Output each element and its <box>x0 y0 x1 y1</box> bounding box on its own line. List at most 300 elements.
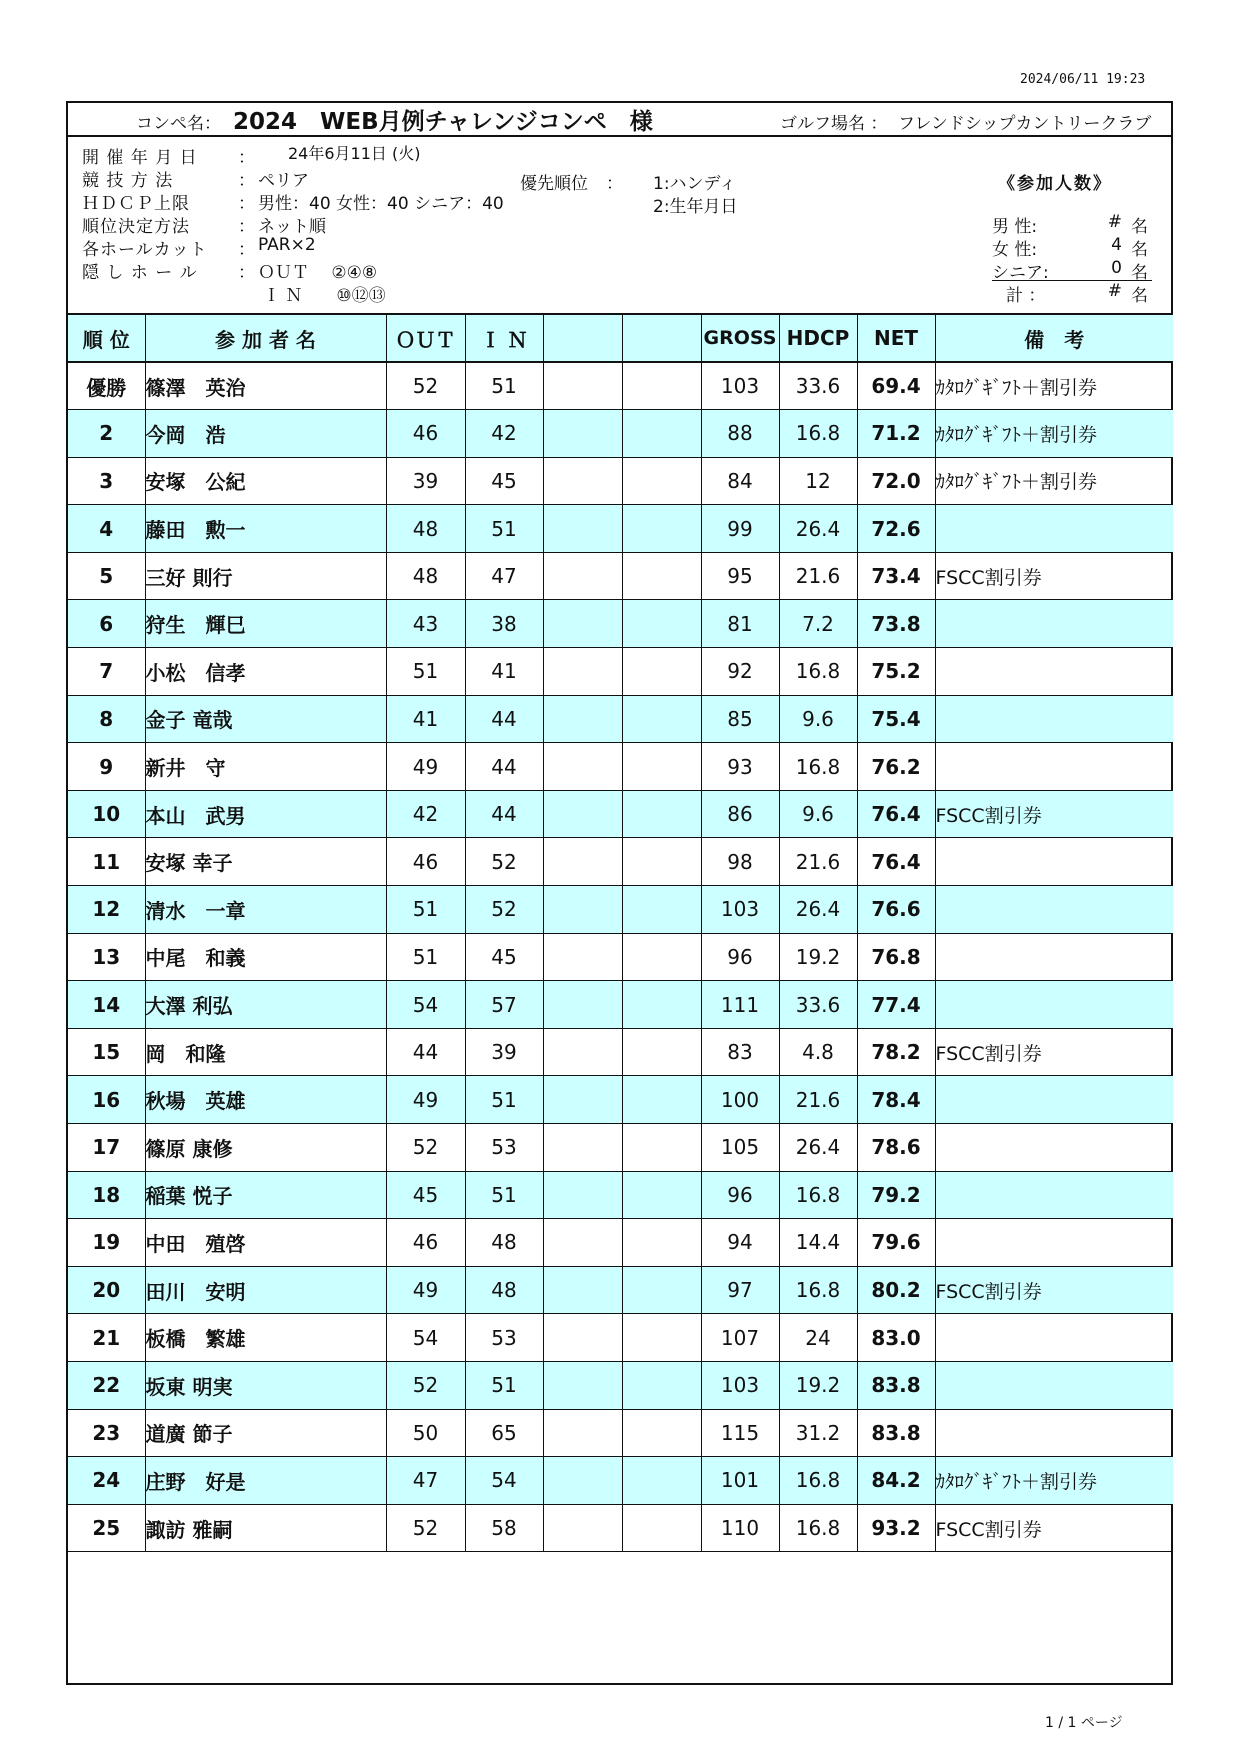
net-score: 75.2 <box>857 648 935 696</box>
out-score: 51 <box>386 933 465 981</box>
prize-note <box>935 600 1173 648</box>
table-row <box>68 648 1173 696</box>
player-name: 小松 信孝 <box>145 648 386 696</box>
player-name: 田川 安明 <box>145 1266 386 1314</box>
in-score: 53 <box>465 1314 543 1362</box>
rank-cell: 22 <box>68 1361 145 1409</box>
blank-cell <box>543 933 622 981</box>
out-score: 52 <box>386 1504 465 1552</box>
in-score: 58 <box>465 1504 543 1552</box>
competition-info <box>68 137 1171 315</box>
blank-cell <box>543 743 622 791</box>
out-score: 46 <box>386 410 465 458</box>
date-value: 24年6月11日 (火) <box>288 144 421 163</box>
rank-cell: 7 <box>68 648 145 696</box>
player-name: 坂東 明実 <box>145 1361 386 1409</box>
player-name: 中尾 和義 <box>145 933 386 981</box>
print-timestamp: 2024/06/11 19:23 <box>1020 72 1146 87</box>
player-name: 狩生 輝巳 <box>145 600 386 648</box>
blank-cell <box>622 1409 701 1457</box>
blank-cell <box>622 648 701 696</box>
comp-name: 2024 WEB月例チャレンジコンペ 様 <box>233 109 653 135</box>
gross-score: 111 <box>701 981 779 1029</box>
gross-score: 99 <box>701 505 779 553</box>
prize-note <box>935 695 1173 743</box>
table-row <box>68 1076 1173 1124</box>
senior-label: シニア: <box>992 263 1049 283</box>
male-count-row <box>992 212 1152 237</box>
out-score: 42 <box>386 790 465 838</box>
net-score: 73.4 <box>857 552 935 600</box>
hdcp-value: 16.8 <box>779 743 857 791</box>
prize-note <box>935 1171 1173 1219</box>
blank-cell <box>622 981 701 1029</box>
prize-note <box>935 1409 1173 1457</box>
blank-cell <box>622 933 701 981</box>
table-row <box>68 600 1173 648</box>
total-count: # <box>1107 281 1122 301</box>
priority-2: 2:生年月日 <box>653 197 738 217</box>
hdcp-value: 14.4 <box>779 1219 857 1267</box>
prize-note <box>935 1076 1173 1124</box>
venue-name: フレンドシップカントリークラブ <box>898 114 1152 134</box>
out-score: 41 <box>386 695 465 743</box>
table-row <box>68 552 1173 600</box>
gross-score: 81 <box>701 600 779 648</box>
hdcp-value: 26.4 <box>779 505 857 553</box>
rank-cell: 16 <box>68 1076 145 1124</box>
senior-count-row <box>992 258 1152 281</box>
hdcp-value: 31.2 <box>779 1409 857 1457</box>
in-score: 44 <box>465 743 543 791</box>
results-table <box>68 315 1173 1552</box>
blank-cell <box>543 552 622 600</box>
page-number: 1 / 1 ページ <box>1045 1715 1123 1731</box>
net-score: 93.2 <box>857 1504 935 1552</box>
gross-score: 97 <box>701 1266 779 1314</box>
hdcp-value: 21.6 <box>779 1076 857 1124</box>
table-row <box>68 1124 1173 1172</box>
blank-cell <box>543 457 622 505</box>
in-score: 41 <box>465 648 543 696</box>
net-score: 76.4 <box>857 790 935 838</box>
blank-cell <box>622 600 701 648</box>
rank-cell: 25 <box>68 1504 145 1552</box>
net-score: 77.4 <box>857 981 935 1029</box>
rank-cell: 優勝 <box>68 362 145 410</box>
player-name: 稲葉 悦子 <box>145 1171 386 1219</box>
male-label: 男 性: <box>992 217 1038 237</box>
hidden-holes-in: Ｉ Ｎ ⑩⑫⑬ <box>263 286 386 306</box>
total-count-row <box>992 281 1152 306</box>
col-name: 参 加 者 名 <box>145 315 386 362</box>
table-row <box>68 981 1173 1029</box>
out-score: 45 <box>386 1171 465 1219</box>
gross-score: 100 <box>701 1076 779 1124</box>
in-score: 51 <box>465 1171 543 1219</box>
net-score: 75.4 <box>857 695 935 743</box>
net-score: 76.4 <box>857 838 935 886</box>
player-name: 清水 一章 <box>145 886 386 934</box>
blank-cell <box>622 457 701 505</box>
in-score: 51 <box>465 1076 543 1124</box>
table-header-row <box>68 315 1173 362</box>
blank-cell <box>543 1076 622 1124</box>
player-name: 金子 竜哉 <box>145 695 386 743</box>
blank-cell <box>622 886 701 934</box>
out-score: 44 <box>386 1028 465 1076</box>
player-name: 中田 殖啓 <box>145 1219 386 1267</box>
prize-note: ｶﾀﾛｸﾞｷﾞﾌﾄ＋割引券 <box>935 410 1173 458</box>
rank-cell: 8 <box>68 695 145 743</box>
out-score: 52 <box>386 362 465 410</box>
col-rank: 順 位 <box>68 315 145 362</box>
rank-cell: 20 <box>68 1266 145 1314</box>
blank-cell <box>622 1457 701 1505</box>
blank-cell <box>543 1171 622 1219</box>
col-net: NET <box>857 315 935 362</box>
out-score: 49 <box>386 743 465 791</box>
table-row <box>68 1361 1173 1409</box>
colon: ： <box>238 148 255 168</box>
in-score: 51 <box>465 362 543 410</box>
in-score: 48 <box>465 1266 543 1314</box>
prize-note: FSCC割引券 <box>935 1266 1173 1314</box>
in-score: 52 <box>465 886 543 934</box>
player-name: 篠澤 英治 <box>145 362 386 410</box>
table-row <box>68 1504 1173 1552</box>
blank-cell <box>543 1028 622 1076</box>
out-score: 51 <box>386 886 465 934</box>
player-name: 安塚 幸子 <box>145 838 386 886</box>
net-score: 72.6 <box>857 505 935 553</box>
table-row <box>68 790 1173 838</box>
col-in: Ｉ Ｎ <box>465 315 543 362</box>
hdcp-value: 7.2 <box>779 600 857 648</box>
blank-cell <box>622 1314 701 1362</box>
gross-score: 84 <box>701 457 779 505</box>
blank-cell <box>622 1076 701 1124</box>
colon: ： <box>238 171 255 191</box>
hdcp-value: 16.8 <box>779 1504 857 1552</box>
out-score: 43 <box>386 600 465 648</box>
hdcp-value: 33.6 <box>779 362 857 410</box>
hdcp-value: 24 <box>779 1314 857 1362</box>
net-score: 76.8 <box>857 933 935 981</box>
in-score: 47 <box>465 552 543 600</box>
hdcp-value: 26.4 <box>779 886 857 934</box>
net-score: 71.2 <box>857 410 935 458</box>
blank-cell <box>543 1219 622 1267</box>
out-score: 52 <box>386 1361 465 1409</box>
blank-cell <box>543 981 622 1029</box>
gross-score: 92 <box>701 648 779 696</box>
net-score: 69.4 <box>857 362 935 410</box>
blank-cell <box>622 1171 701 1219</box>
prize-note <box>935 838 1173 886</box>
table-row <box>68 1171 1173 1219</box>
net-score: 78.4 <box>857 1076 935 1124</box>
colon: ： <box>238 217 255 237</box>
hdcp-value: 9.6 <box>779 695 857 743</box>
col-gross: GROSS <box>701 315 779 362</box>
prize-note <box>935 743 1173 791</box>
col-hdcp: HDCP <box>779 315 857 362</box>
hidden-holes-out: ＯＵＴ ②④⑧ <box>258 263 378 283</box>
net-score: 84.2 <box>857 1457 935 1505</box>
order-value: ネット順 <box>258 217 326 237</box>
player-name: 秋場 英雄 <box>145 1076 386 1124</box>
comp-label: コンペ名： <box>136 114 221 134</box>
out-score: 48 <box>386 552 465 600</box>
hdcp-value: 26.4 <box>779 1124 857 1172</box>
table-row <box>68 457 1173 505</box>
female-label: 女 性: <box>992 240 1038 260</box>
in-score: 38 <box>465 600 543 648</box>
hdcp-value: 16.8 <box>779 1266 857 1314</box>
in-score: 52 <box>465 838 543 886</box>
net-score: 79.6 <box>857 1219 935 1267</box>
unit: 名 <box>1131 286 1148 306</box>
prize-note <box>935 933 1173 981</box>
player-name: 篠原 康修 <box>145 1124 386 1172</box>
gross-score: 105 <box>701 1124 779 1172</box>
blank-cell <box>543 505 622 553</box>
prize-note: FSCC割引券 <box>935 790 1173 838</box>
gross-score: 96 <box>701 933 779 981</box>
rank-cell: 4 <box>68 505 145 553</box>
cut-value: PAR×2 <box>258 235 316 255</box>
in-score: 57 <box>465 981 543 1029</box>
out-score: 46 <box>386 1219 465 1267</box>
prize-note: ｶﾀﾛｸﾞｷﾞﾌﾄ＋割引券 <box>935 457 1173 505</box>
prize-note: FSCC割引券 <box>935 1504 1173 1552</box>
gross-score: 88 <box>701 410 779 458</box>
player-name: 板橋 繁雄 <box>145 1314 386 1362</box>
player-name: 庄野 好是 <box>145 1457 386 1505</box>
hdcp-value: 9.6 <box>779 790 857 838</box>
net-score: 83.8 <box>857 1409 935 1457</box>
total-label: 計 ： <box>1006 286 1046 306</box>
table-row <box>68 1266 1173 1314</box>
player-name: 藤田 勲一 <box>145 505 386 553</box>
gross-score: 96 <box>701 1171 779 1219</box>
hdcp-value: 男性：40 女性：40 シニア：40 <box>258 194 504 214</box>
blank-cell <box>543 362 622 410</box>
blank-cell <box>543 886 622 934</box>
female-count-row <box>992 235 1152 260</box>
male-count: # <box>1107 212 1122 232</box>
blank-cell <box>543 695 622 743</box>
gross-score: 101 <box>701 1457 779 1505</box>
hdcp-value: 33.6 <box>779 981 857 1029</box>
table-row <box>68 362 1173 410</box>
hdcp-value: 12 <box>779 457 857 505</box>
hidden-holes-label: 隠 し ホ ー ル <box>82 263 198 283</box>
gross-score: 103 <box>701 1361 779 1409</box>
net-score: 73.8 <box>857 600 935 648</box>
blank-cell <box>543 648 622 696</box>
blank-cell <box>543 1266 622 1314</box>
blank-cell <box>622 362 701 410</box>
player-name: 新井 守 <box>145 743 386 791</box>
in-score: 45 <box>465 457 543 505</box>
net-score: 78.6 <box>857 1124 935 1172</box>
prize-note <box>935 981 1173 1029</box>
blank-cell <box>543 1457 622 1505</box>
player-name: 安塚 公紀 <box>145 457 386 505</box>
blank-cell <box>622 1028 701 1076</box>
gross-score: 98 <box>701 838 779 886</box>
female-count: 4 <box>1111 235 1122 255</box>
prize-note <box>935 1314 1173 1362</box>
prize-note: ｶﾀﾛｸﾞｷﾞﾌﾄ＋割引券 <box>935 362 1173 410</box>
method-value: ペリア <box>258 171 309 191</box>
participants-title: 《参加人数》 <box>998 174 1112 194</box>
unit: 名 <box>1131 263 1148 283</box>
table-row <box>68 1457 1173 1505</box>
blank-cell <box>543 410 622 458</box>
rank-cell: 24 <box>68 1457 145 1505</box>
hdcp-value: 16.8 <box>779 1171 857 1219</box>
out-score: 39 <box>386 457 465 505</box>
out-score: 52 <box>386 1124 465 1172</box>
out-score: 47 <box>386 1457 465 1505</box>
in-score: 51 <box>465 505 543 553</box>
table-row <box>68 410 1173 458</box>
table-row <box>68 886 1173 934</box>
rank-cell: 2 <box>68 410 145 458</box>
blank-cell <box>543 600 622 648</box>
net-score: 78.2 <box>857 1028 935 1076</box>
blank-cell <box>622 1219 701 1267</box>
table-row <box>68 1314 1173 1362</box>
prize-note <box>935 1219 1173 1267</box>
venue-label: ゴルフ場名 ： <box>780 114 888 134</box>
net-score: 83.8 <box>857 1361 935 1409</box>
in-score: 54 <box>465 1457 543 1505</box>
gross-score: 107 <box>701 1314 779 1362</box>
results-body <box>68 362 1173 1552</box>
player-name: 三好 則行 <box>145 552 386 600</box>
net-score: 76.2 <box>857 743 935 791</box>
prize-note: FSCC割引券 <box>935 1028 1173 1076</box>
table-row <box>68 505 1173 553</box>
hdcp-value: 16.8 <box>779 1457 857 1505</box>
colon: ： <box>606 174 623 194</box>
player-name: 諏訪 雅嗣 <box>145 1504 386 1552</box>
in-score: 44 <box>465 790 543 838</box>
table-row <box>68 838 1173 886</box>
cut-label: 各ホールカット <box>82 240 208 260</box>
unit: 名 <box>1131 217 1148 237</box>
player-name: 本山 武男 <box>145 790 386 838</box>
prize-note: ｶﾀﾛｸﾞｷﾞﾌﾄ＋割引券 <box>935 1457 1173 1505</box>
table-row <box>68 1409 1173 1457</box>
hdcp-value: 21.6 <box>779 552 857 600</box>
col-note: 備 考 <box>935 315 1173 362</box>
in-score: 53 <box>465 1124 543 1172</box>
gross-score: 93 <box>701 743 779 791</box>
table-row <box>68 933 1173 981</box>
table-row <box>68 743 1173 791</box>
rank-cell: 12 <box>68 886 145 934</box>
blank-cell <box>543 1409 622 1457</box>
gross-score: 83 <box>701 1028 779 1076</box>
title-row <box>68 103 1171 137</box>
player-name: 道廣 節子 <box>145 1409 386 1457</box>
prize-note <box>935 648 1173 696</box>
blank-cell <box>622 1504 701 1552</box>
prize-note <box>935 1124 1173 1172</box>
net-score: 72.0 <box>857 457 935 505</box>
in-score: 51 <box>465 1361 543 1409</box>
gross-score: 103 <box>701 886 779 934</box>
net-score: 80.2 <box>857 1266 935 1314</box>
gross-score: 110 <box>701 1504 779 1552</box>
in-score: 48 <box>465 1219 543 1267</box>
colon: ： <box>238 240 255 260</box>
blank-cell <box>543 1124 622 1172</box>
prize-note <box>935 1361 1173 1409</box>
hdcp-value: 16.8 <box>779 648 857 696</box>
col-blank-2 <box>622 315 701 362</box>
out-score: 50 <box>386 1409 465 1457</box>
rank-cell: 11 <box>68 838 145 886</box>
prize-note <box>935 505 1173 553</box>
in-score: 65 <box>465 1409 543 1457</box>
blank-cell <box>622 838 701 886</box>
out-score: 49 <box>386 1076 465 1124</box>
blank-cell <box>622 410 701 458</box>
rank-cell: 6 <box>68 600 145 648</box>
table-row <box>68 1219 1173 1267</box>
hdcp-value: 19.2 <box>779 1361 857 1409</box>
net-score: 83.0 <box>857 1314 935 1362</box>
out-score: 51 <box>386 648 465 696</box>
priority-label: 優先順位 <box>520 174 588 194</box>
player-name: 岡 和隆 <box>145 1028 386 1076</box>
priority-1: 1:ハンディ <box>653 174 737 194</box>
hdcp-value: 19.2 <box>779 933 857 981</box>
rank-cell: 19 <box>68 1219 145 1267</box>
blank-cell <box>543 1504 622 1552</box>
colon: ： <box>238 194 255 214</box>
in-score: 39 <box>465 1028 543 1076</box>
blank-cell <box>622 552 701 600</box>
rank-cell: 9 <box>68 743 145 791</box>
out-score: 49 <box>386 1266 465 1314</box>
gross-score: 86 <box>701 790 779 838</box>
blank-cell <box>622 695 701 743</box>
table-row <box>68 695 1173 743</box>
rank-cell: 14 <box>68 981 145 1029</box>
hdcp-value: 4.8 <box>779 1028 857 1076</box>
colon: ： <box>238 263 255 283</box>
in-score: 45 <box>465 933 543 981</box>
blank-cell <box>622 505 701 553</box>
date-label: 開 催 年 月 日 <box>82 148 198 168</box>
gross-score: 85 <box>701 695 779 743</box>
blank-cell <box>622 1124 701 1172</box>
hdcp-label: ＨＤＣＰ上限 <box>82 194 190 214</box>
in-score: 44 <box>465 695 543 743</box>
out-score: 54 <box>386 1314 465 1362</box>
player-name: 大澤 利弘 <box>145 981 386 1029</box>
method-label: 競 技 方 法 <box>82 171 174 191</box>
in-score: 42 <box>465 410 543 458</box>
blank-cell <box>543 838 622 886</box>
